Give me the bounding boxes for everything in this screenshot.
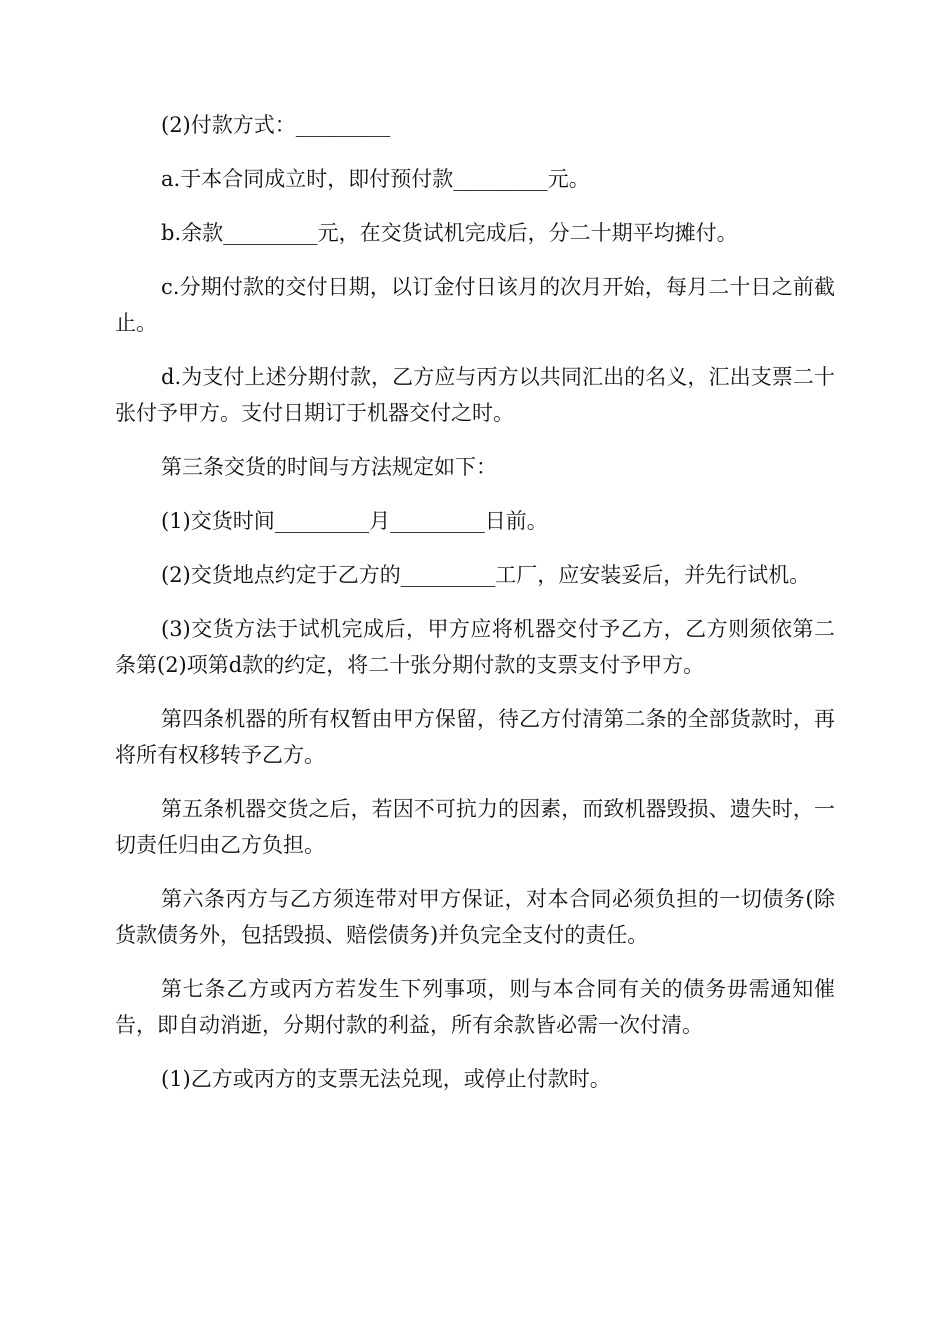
balance-clause: b.余款_________元，在交货试机完成后，分二十期平均摊付。 [161, 221, 738, 245]
delivery-place-clause: (2)交货地点约定于乙方的_________工厂，应安装妥后，并先行试机。 [161, 563, 811, 587]
delivery-method-clause: (3)交货方法于试机完成后，甲方应将机器交付予乙方，乙方则须依第二条第(2)项第d款的约定，将二十张分期付款的支票支付予甲方。 [115, 617, 835, 677]
article-seven-clause: 第七条乙方或丙方若发生下列事项，则与本合同有关的债务毋需通知催告，即自动消逝，分期付款的利益，所有余款皆必需一次付清。 [115, 977, 835, 1037]
document-page [115, 107, 835, 1115]
prepayment-clause: a.于本合同成立时，即付预付款_________元。 [161, 167, 590, 191]
article-five-clause: 第五条机器交货之后，若因不可抗力的因素，而致机器毁损、遗失时，一切责任归由乙方负担。 [115, 797, 835, 857]
delivery-time-clause: (1)交货时间_________月_________日前。 [161, 509, 548, 533]
installment-date-clause: c.分期付款的交付日期，以订金付日该月的次月开始，每月二十日之前截止。 [115, 275, 835, 335]
article-six-clause: 第六条丙方与乙方须连带对甲方保证，对本合同必须负担的一切债务(除货款债务外，包括毁损、赔偿债务)并负完全支付的责任。 [115, 887, 835, 947]
check-payment-clause: d.为支付上述分期付款，乙方应与丙方以共同汇出的名义，汇出支票二十张付予甲方。支付日期订于机器交付之时。 [115, 365, 835, 425]
check-dishonor-clause: (1)乙方或丙方的支票无法兑现，或停止付款时。 [161, 1067, 611, 1091]
article-four-clause: 第四条机器的所有权暂由甲方保留，待乙方付清第二条的全部货款时，再将所有权移转予乙方。 [115, 707, 835, 767]
article-three-heading: 第三条交货的时间与方法规定如下： [161, 455, 497, 479]
payment-method-clause: (2)付款方式：_________ [161, 113, 391, 137]
